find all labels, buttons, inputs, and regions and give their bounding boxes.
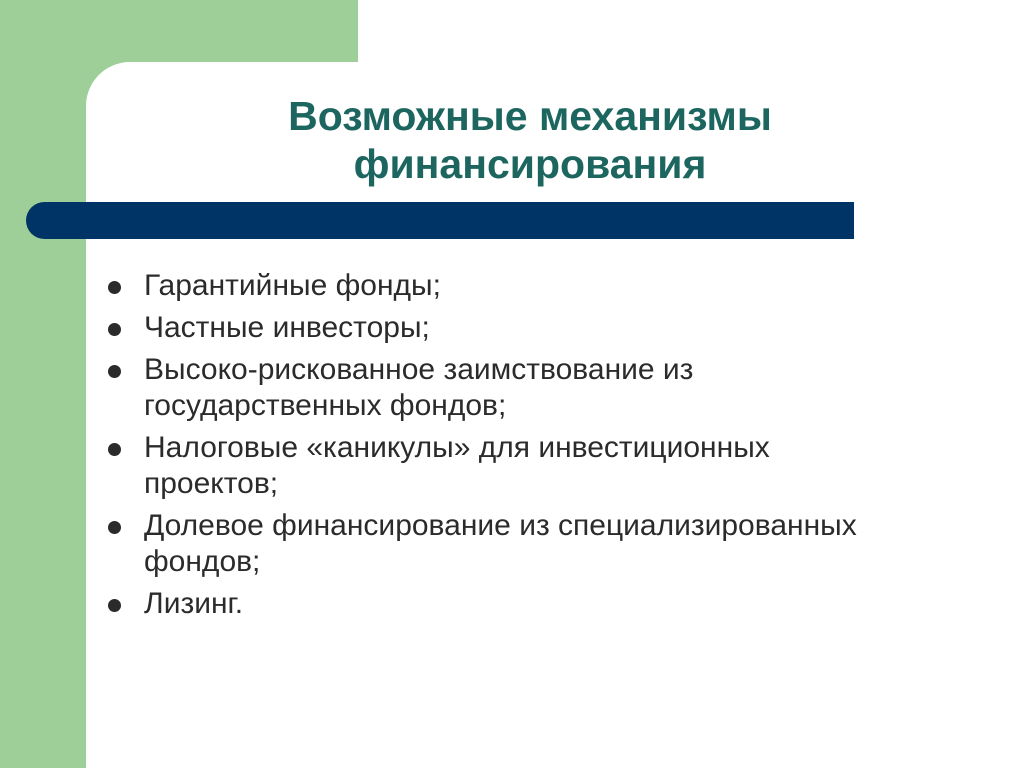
bullet-list	[104, 268, 884, 628]
bullet-text: Гарантийные фонды;	[144, 269, 441, 302]
title-line-1: Возможные механизмы	[288, 93, 772, 139]
bullet-item	[104, 508, 884, 580]
bullet-text: Долевое финансирование из специализированных фондов;	[144, 509, 857, 578]
bullet-item	[104, 352, 884, 424]
bullet-dot-icon	[108, 281, 121, 294]
bullet-item	[104, 310, 884, 346]
bullet-dot-icon	[108, 323, 121, 336]
bullet-text: Налоговые «каникулы» для инвестиционных проектов;	[144, 431, 770, 500]
bullet-dot-icon	[108, 521, 121, 534]
bullet-item	[104, 268, 884, 304]
bullet-dot-icon	[108, 365, 121, 378]
title-underline-bar	[26, 202, 854, 239]
slide-title	[170, 92, 890, 188]
bullet-text: Лизинг.	[144, 587, 244, 620]
bullet-text: Высоко-рискованное заимствование из государственных фондов;	[144, 353, 694, 422]
bullet-dot-icon	[108, 443, 121, 456]
title-line-2: финансирования	[353, 141, 707, 187]
bullet-item	[104, 430, 884, 502]
bullet-dot-icon	[108, 599, 121, 612]
bullet-item	[104, 586, 884, 622]
bullet-text: Частные инвесторы;	[144, 311, 430, 344]
